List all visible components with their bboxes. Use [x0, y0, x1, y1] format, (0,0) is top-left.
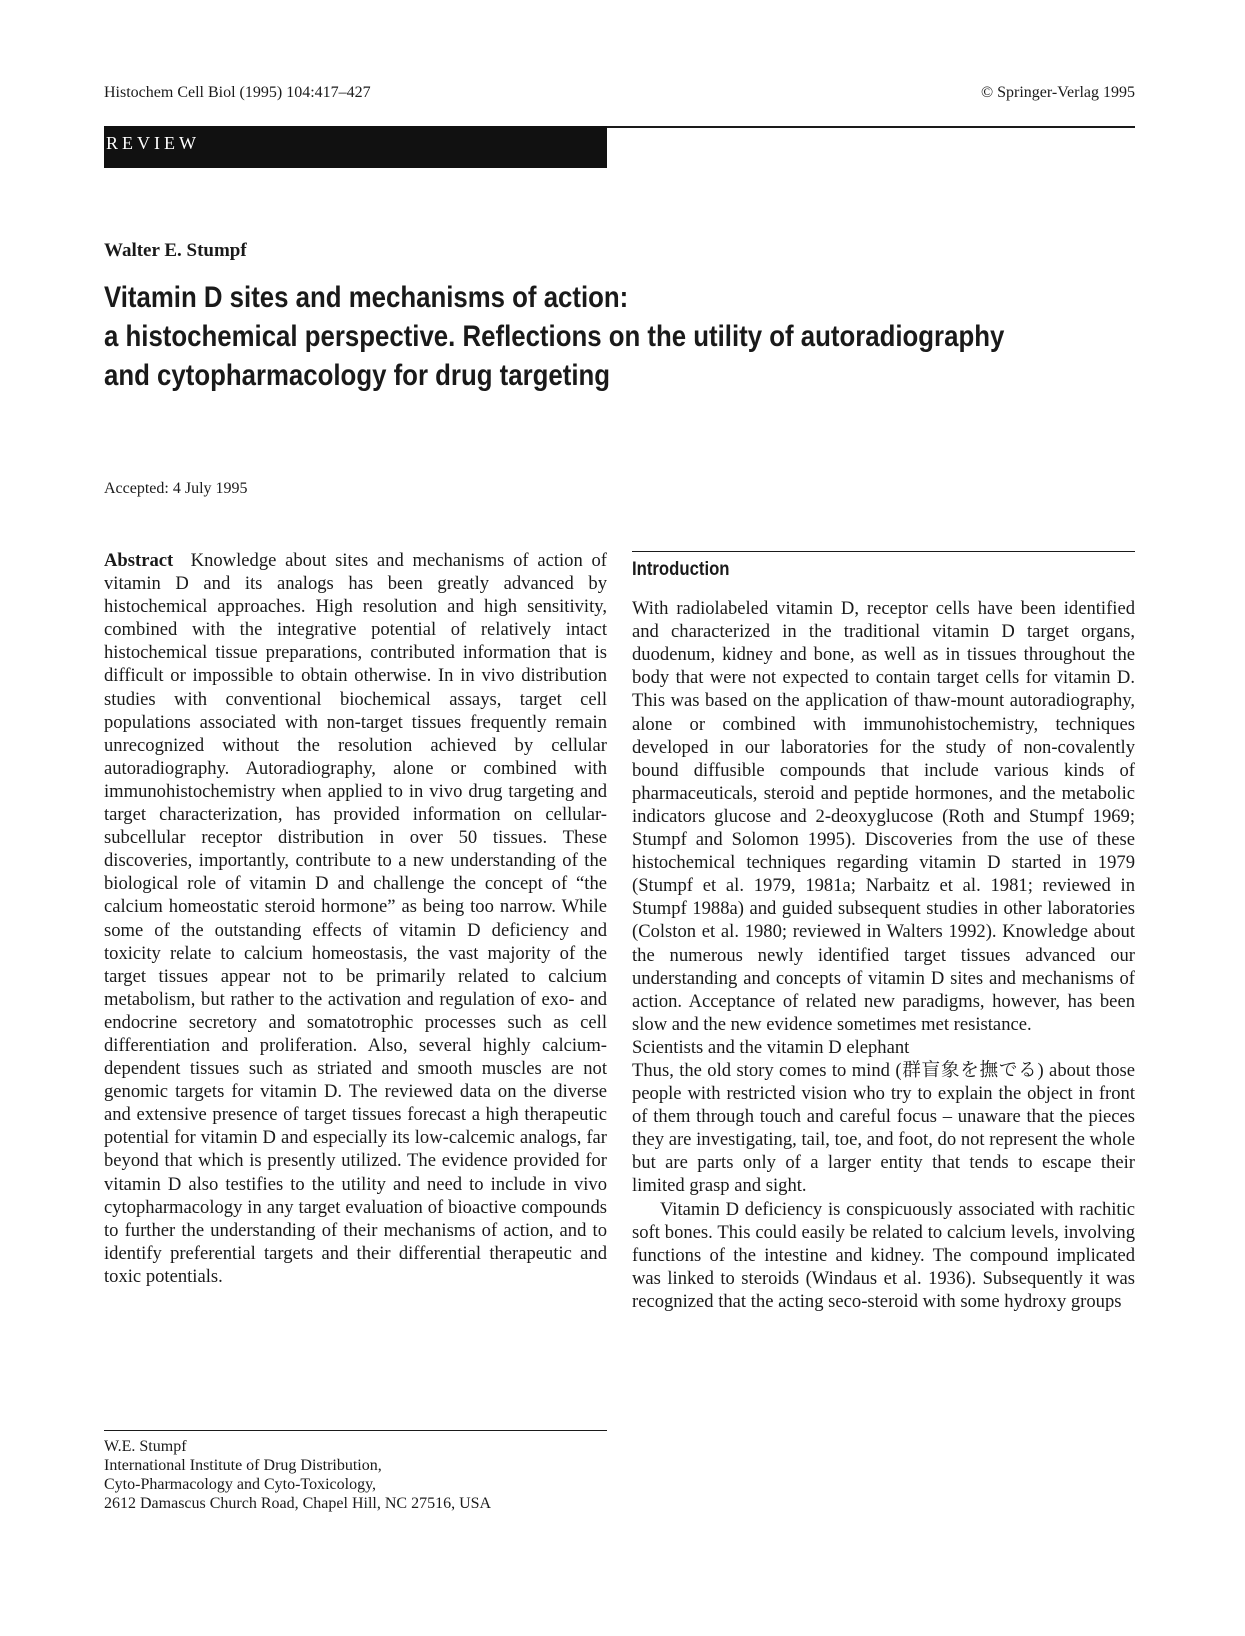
elephant-paragraph-1: Thus, the old story comes to mind (群盲象を撫でる) about those people with restricted vision who try to explain the object in front of them through touch and careful focus – unaware that the pieces they are investigating, tail, toe, and foot, do not represent the whole but are parts only of a larger entity that tends to escape their limited grasp and sight.: [632, 1059, 1135, 1197]
article-title: [104, 278, 1145, 395]
affiliation-line-3: 2612 Damascus Church Road, Chapel Hill, NC 27516, USA: [104, 1495, 492, 1512]
review-label-block: [104, 126, 607, 168]
affiliation-line-2: Cyto-Pharmacology and Cyto-Toxicology,: [104, 1476, 377, 1493]
right-column: [632, 549, 1135, 1313]
author-affiliation: [104, 1430, 607, 1513]
introduction-rule: [632, 551, 1135, 552]
abstract: [104, 549, 607, 1288]
accepted-date: Accepted: 4 July 1995: [104, 480, 248, 497]
affiliation-line-1: International Institute of Drug Distribution,: [104, 1457, 382, 1474]
abstract-label: Abstract: [104, 550, 174, 571]
introduction-heading: Introduction: [632, 559, 730, 580]
abstract-text: Knowledge about sites and mechanisms of action of vitamin D and its analogs has been greatly advanced by histochemical approaches. High resolution and high sensitivity, combined with the integrative potential of relatively intact histochemical tissue preparations, contributed information that is difficult or impossible to obtain otherwise. In in vivo distribution studies with conventional biochemical assays, target cell populations associated with non-target tissues frequently remain unrecognized without the resolution achieved by cellular autoradiography. Autoradiography, alone or combined with immunohistochemistry when applied to in vivo drug targeting and target characterization, has provided information on cellular-subcellular receptor distribution in over 50 tissues. These discoveries, importantly, contribute to a new understanding of the biological role of vitamin D and challenge the concept of “the calcium homeostatic steroid hormone” as being too narrow. While some of the outstanding effects of vitamin D deficiency and toxicity relate to calcium homeostasis, the vast majority of the target tissues appear not to be primarily related to calcium metabolism, but rather to the activation and regulation of exo- and endocrine secretory and somatotrophic processes such as cell differentiation and proliferation. Also, several highly calcium-dependent tissues such as striated and smooth muscles are not genomic targets for vitamin D. The reviewed data on the diverse and extensive presence of target tissues forecast a high therapeutic potential for vitamin D and especially its low-calcemic analogs, far beyond that which is presently utilized. The evidence provided for vitamin D also testifies to the utility and need to include in vivo cytopharmacology in any target evaluation of bioactive compounds to further the understanding of their mechanisms of action, and to identify preferential targets and their differential therapeutic and toxic potentials.: [104, 550, 607, 1287]
running-head: [104, 84, 1135, 102]
title-line-1: Vitamin D sites and mechanisms of action:: [104, 281, 629, 314]
review-label: REVIEW: [106, 133, 200, 153]
elephant-paragraph-2: Vitamin D deficiency is conspicuously associated with rachitic soft bones. This could easily be related to calcium levels, involving functions of the intestine and kidney. The compound implicated was linked to steroids (Windaus et al. 1936). Subsequently it was recognized that the acting seco-steroid with some hydroxy groups: [632, 1198, 1135, 1312]
section-banner: [104, 126, 1135, 168]
title-line-2: a histochemical perspective. Reflections on the utility of autoradiography: [104, 320, 1005, 353]
journal-citation: Histochem Cell Biol (1995) 104:417–427: [104, 84, 371, 101]
title-line-3: and cytopharmacology for drug targeting: [104, 359, 611, 392]
affiliation-rule: [104, 1430, 607, 1431]
copyright-notice: © Springer-Verlag 1995: [980, 84, 1135, 101]
elephant-heading: Scientists and the vitamin D elephant: [632, 1036, 910, 1058]
introduction-paragraph: With radiolabeled vitamin D, receptor cells have been identified and characterized in the traditional vitamin D target organs, duodenum, kidney and bone, as well as in tissues throughout the body that were not expected to contain target cells for vitamin D. This was based on the application of thaw-mount autoradiography, alone or combined with immunohistochemistry, techniques developed in our laboratories for the study of non-covalently bound diffusible compounds that include various kinds of pharmaceuticals, steroid and peptide hormones, and the metabolic indicators glucose and 2-deoxyglucose (Roth and Stumpf 1969; Stumpf and Solomon 1995). Discoveries from the use of these histochemical techniques regarding vitamin D started in 1979 (Stumpf et al. 1979, 1981a; Narbaitz et al. 1981; reviewed in Stumpf 1988a) and guided subsequent studies in other laboratories (Colston et al. 1980; reviewed in Walters 1992). Knowledge about the numerous newly identified target tissues advanced our understanding and concepts of vitamin D sites and mechanisms of action. Acceptance of related new paradigms, however, has been slow and the new evidence sometimes met resistance.: [632, 598, 1135, 1035]
affiliation-name: W.E. Stumpf: [104, 1438, 187, 1455]
author-name: Walter E. Stumpf: [104, 240, 247, 261]
left-column: [104, 549, 607, 1288]
